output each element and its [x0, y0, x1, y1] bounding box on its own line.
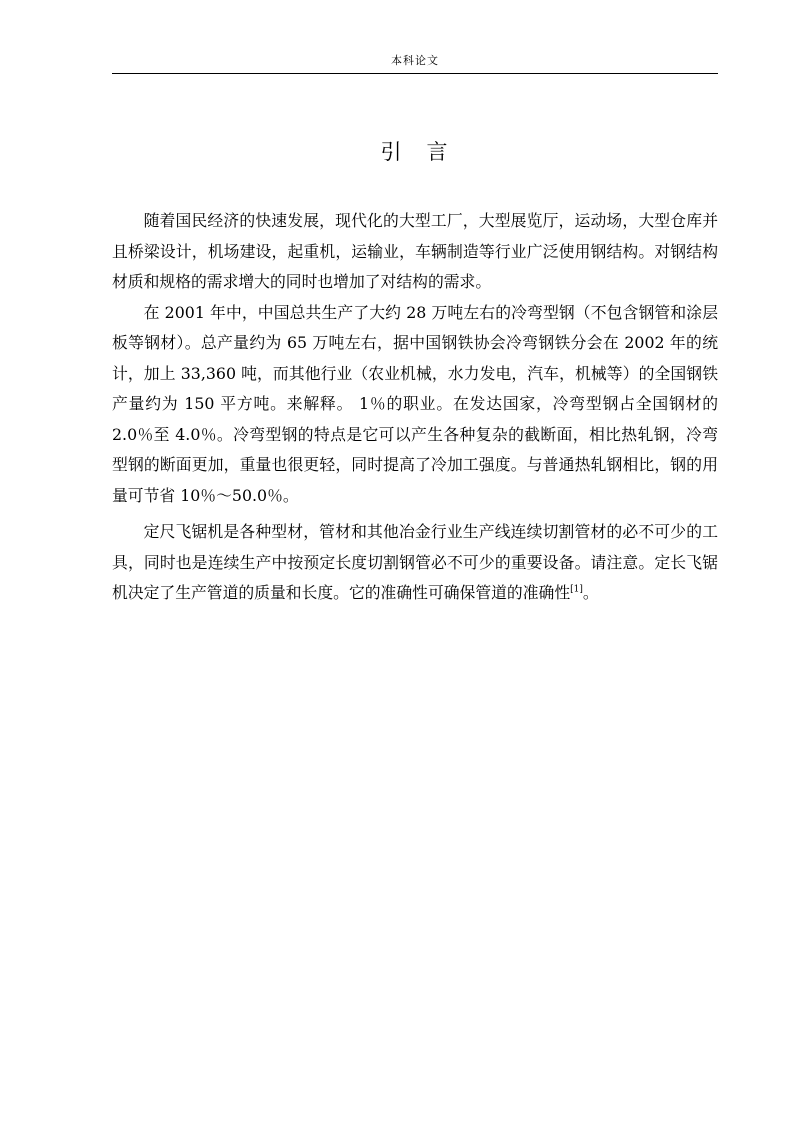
section-title: 引 言	[380, 140, 450, 164]
paragraph-3	[112, 517, 718, 609]
body-text	[112, 206, 718, 609]
paragraph-3-text: 定尺飞锯机是各种型材，管材和其他冶金行业生产线连续切割管材的必不可少的工具，同时也是连续生产中按预定长度切割钢管必不可少的重要设备。请注意。定长飞锯机决定了生产管道的质量和长度。它的准确性可确保管道的准确性	[112, 522, 718, 602]
citation-ref[interactable]: [1]	[570, 584, 583, 595]
paragraph-2: 在 2001 年中，中国总共生产了大约 28 万吨左右的冷弯型钢（不包含钢管和涂层板等钢材）。总产量约为 65 万吨左右，据中国钢铁协会冷弯钢铁分会在 2002 年的统计，加上 33,360 吨，而其他行业（农业机械，水力发电，汽车，机械等）的全国钢铁产量约为 150 平方吨。来解释。 1％的职业。在发达国家，冷弯型钢占全国钢材的 2.0％至 4.0％。冷弯型钢的特点是它可以产生各种复杂的截断面，相比热轧钢，冷弯型钢的断面更加，重量也很更轻，同时提高了冷加工强度。与普通热轧钢相比，钢的用量可节省 10％～50.0％。	[112, 302, 718, 505]
paragraph-1: 随着国民经济的快速发展，现代化的大型工厂，大型展览厅，运动场，大型仓库并且桥梁设计，机场建设，起重机，运输业，车辆制造等行业广泛使用钢结构。对钢结构材质和规格的需求增大的同时也增加了对结构的需求。	[112, 211, 718, 291]
header-rule	[112, 73, 718, 74]
paragraph-3-tail: 。	[582, 583, 599, 602]
running-header: 本科论文	[391, 54, 439, 67]
